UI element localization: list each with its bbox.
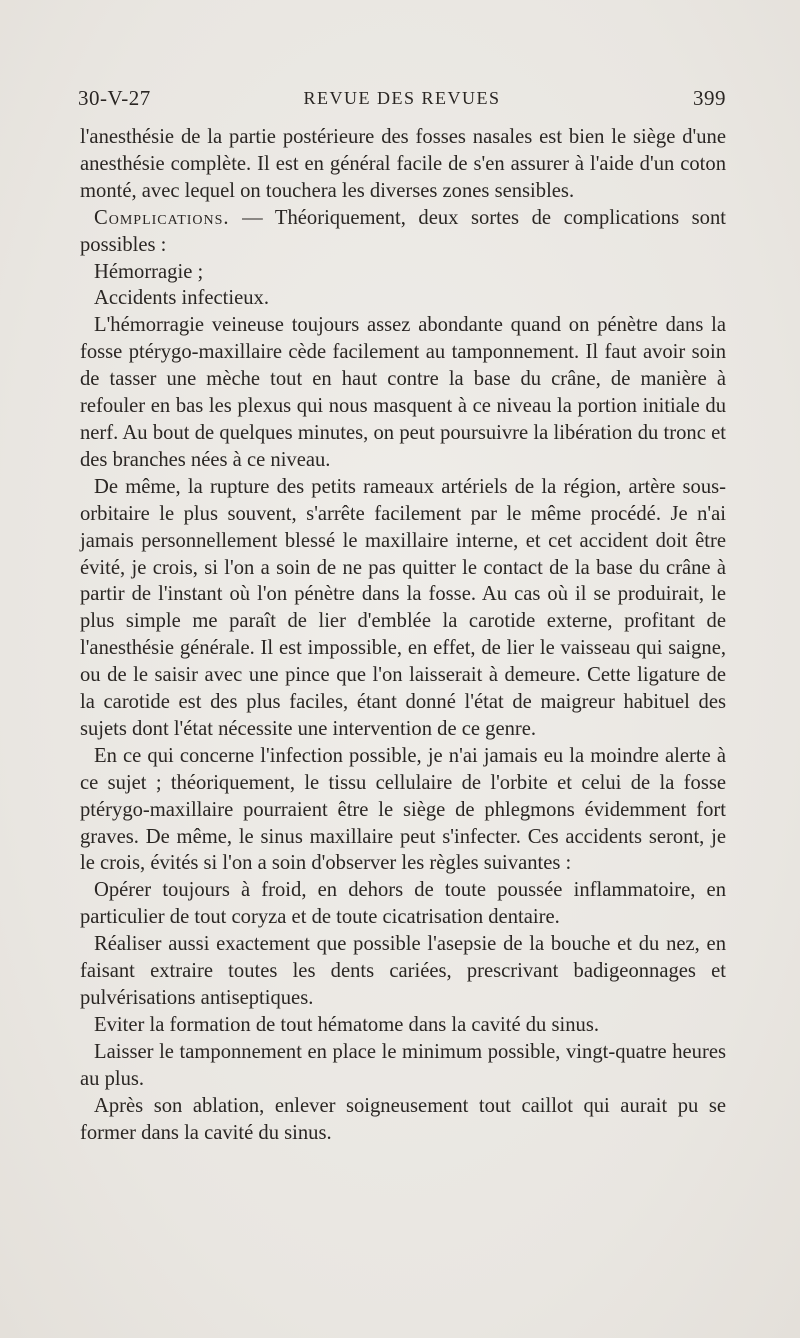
article-body: [80, 124, 726, 1146]
list-item-infection: Accidents infectieux.: [94, 287, 269, 310]
paragraph-1: l'anesthésie de la partie postérieure des fosses nasales est bien le siège d'une anesthésie complète. Il est en général facile de s'en assurer à l'aide d'un coton monté, avec lequel on touchera les diverses zones sensibles.: [80, 126, 726, 202]
rule-5: Après son ablation, enlever soigneusement tout caillot qui aurait pu se former dans la cavité du sinus.: [80, 1094, 726, 1144]
list-item-hemorrhage: Hémorragie ;: [94, 260, 204, 283]
paragraph-text: — Théoriquement, deux sortes de complications sont possibles :: [80, 206, 726, 256]
paragraph-hemorrhage: L'hémorragie veineuse toujours assez abondante quand on pénètre dans la fosse ptérygo-maxillaire cède facilement au tamponnement. Il faut avoir soin de tasser une mèche tout en haut contre la base du crâne, de manière à refouler en bas les plexus qui nous masquent à ce niveau la portion initiale du nerf. Au bout de quelques minutes, on peut poursuivre la libération du tronc et des branches nées à ce niveau.: [80, 314, 726, 471]
section-label: Complications.: [94, 206, 230, 229]
running-header: [78, 86, 726, 116]
rule-4: Laisser le tamponnement en place le minimum possible, vingt-quatre heures au plus.: [80, 1040, 726, 1090]
page-number: 399: [693, 86, 726, 110]
paragraph-arterial: De même, la rupture des petits rameaux artériels de la région, artère sous-orbitaire le plus souvent, s'arrête facilement par le même procédé. Je n'ai jamais personnellement blessé le maxillaire interne, et cet accident doit être évité, je crois, si l'on a soin de ne pas quitter le contact de la base du crâne à partir de l'instant où l'on pénètre dans la fosse. Au cas où il se produirait, le plus simple me paraît de lier d'emblée la carotide externe, profitant de l'anesthésie générale. Il est impossible, en effet, de lier le vaisseau qui saigne, ou de le saisir avec une pince que l'on laisserait à demeure. Cette ligature de la carotide est des plus faciles, étant donné l'état de maigreur habituel des sujets dont l'état nécessite une intervention de ce genre.: [80, 475, 726, 740]
header-date: 30-V-27: [78, 86, 151, 110]
rule-1: Opérer toujours à froid, en dehors de toute poussée inflammatoire, en particulier de tout coryza et de toute cicatrisation dentaire.: [80, 879, 726, 929]
rule-3: Eviter la formation de tout hématome dans la cavité du sinus.: [94, 1013, 599, 1036]
header-title: REVUE DES REVUES: [303, 88, 501, 108]
paragraph-complications: [80, 205, 726, 259]
paragraph-infection: En ce qui concerne l'infection possible, je n'ai jamais eu la moindre alerte à ce sujet ; théoriquement, le tissu cellulaire de l'orbite et celui de la fosse ptérygo-maxillaire pourraient être le siège de phlegmons évidemment fort graves. De même, le sinus maxillaire peut s'infecter. Ces accidents seront, je le crois, évités si l'on a soin d'observer les règles suivantes :: [80, 744, 726, 875]
rule-2: Réaliser aussi exactement que possible l'asepsie de la bouche et du nez, en faisant extraire toutes les dents cariées, prescrivant badigeonnages et pulvérisations antiseptiques.: [80, 933, 726, 1009]
